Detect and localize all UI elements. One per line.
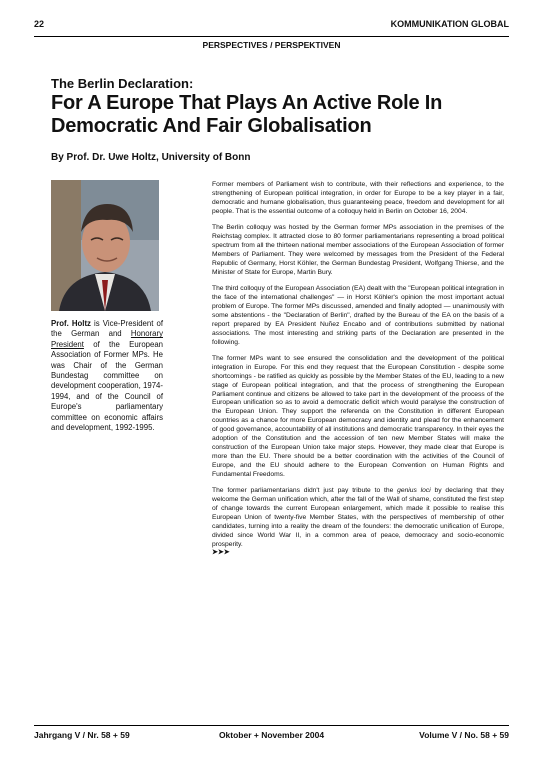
- body-paragraph-3: The third colloquy of the European Association (EA) dealt with the "European political integration in the face of the international challenges" — in Horst Köhler's opinion the most important actual problem of Europe. The former MPs discussed, amended and finally adopted — unanimously with some abstentions - the "Declaration of Berlin", drafted by the Bureau of the EA on the basis of a report prepared by EA President Nuñez Encabo and of contributions submitted by national associations. The most interesting and striking parts of the Declaration are presented in the following.: [212, 285, 504, 346]
- author-photo: [51, 180, 159, 311]
- header-bar: [34, 17, 509, 37]
- body-paragraph-5: [212, 487, 504, 558]
- genius-loci-text: genius loci: [397, 487, 431, 495]
- footer-bar: [34, 725, 509, 744]
- caption-underlined: Honorary President: [51, 329, 163, 349]
- article-kicker: The Berlin Declaration:: [51, 76, 194, 91]
- page-number: 22: [34, 19, 45, 29]
- body-paragraph-5b: by declaring that they welcome the German unification which, after the fall of the Wall of shame, constituted the first step of change towards the current European enlargement, which made it possible to realise this European Union of twenty-five Member States, with the perspectives of membership of other candidates, turning into a reality the dream of the founders: the democratic unification of Europe, divided since World War II, in a common area of peace, democracy and socio-economic prosperity.: [212, 487, 504, 548]
- caption-name: Prof. Holtz: [51, 319, 91, 328]
- caption-text-1: is Vice-President of the German and: [51, 319, 163, 339]
- article-byline: By Prof. Dr. Uwe Holtz, University of Bonn: [51, 152, 251, 163]
- body-paragraph-1: Former members of Parliament wish to contribute, with their reflections and experience, to the strengthening of European political integration, in order for Europe to be a key player in a fair, democratic and humane globalisation, thus guaranteeing peace, freedom and development for all people. That is the essential outcome of a colloquy held in Berlin on October 16, 2004.: [212, 181, 504, 215]
- section-title: PERSPECTIVES / PERSPEKTIVEN: [202, 40, 341, 50]
- footer-issue-de: Jahrgang V / Nr. 58 + 59: [34, 730, 130, 740]
- article-headline: For A Europe That Plays An Active Role In Democratic And Fair Globalisation: [51, 92, 443, 137]
- body-paragraph-4: The former MPs want to see ensured the consolidation and the development of the political integration in Europe. For this end they request that the European Constitution - despite some shortcomings - be ratified as quickly as possible by the Member States of the EU, leading to a new stage of European political integration, and that the process of strengthening the European Parliament continue and citizens be allowed to take part in the development of the process of the European unification so as to avoid a democratic deficit which would paralyse the construction of the European Union. They support the referenda on the Constitution in different European countries as a chance for more European democracy and identity and plead for the enhancement of good governance, accountability of all institutions and democratic transparency. In their eyes the adoption of the Constitution and the accession of ten new Member States will make the construction of the European Union take major steps. However, they made clear that Europe is more than the EU. There should be a better coordination with the activities of the Council of Europe, and the EU should adhere to the European Convention on Human Rights and Fundamental Freedoms.: [212, 354, 504, 478]
- article-body: [212, 181, 504, 566]
- author-caption: [51, 319, 163, 433]
- body-paragraph-5a: The former parliamentarians didn't just pay tribute to the: [212, 487, 398, 495]
- magazine-name: KOMMUNIKATION GLOBAL: [390, 19, 509, 29]
- continue-arrows: ➤➤➤: [212, 549, 230, 557]
- footer-issue-en: Volume V / No. 58 + 59: [419, 730, 509, 740]
- footer-date: Oktober + November 2004: [218, 730, 325, 740]
- caption-text-2: of the European Association of Former MPs. He was Chair of the German Bundestag committee on development cooperation, 1974-1994, and of the Council of Europe's parliamentary committee on economic affairs and development, 1992-1995.: [51, 339, 163, 433]
- body-paragraph-2: The Berlin colloquy was hosted by the German former MPs association in the premises of the Reichstag complex. It attracted close to 80 former parliamentarians representing a broad political spectrum from all the thirteen national member associations of the European Association of former Members of Parliament. They were welcomed by messages from the President of the Federal Republic of Germany, Horst Köhler, the German Bundestag President, Wolfgang Thierse, and the Minister of State for Europe, Martin Bury.: [212, 224, 504, 276]
